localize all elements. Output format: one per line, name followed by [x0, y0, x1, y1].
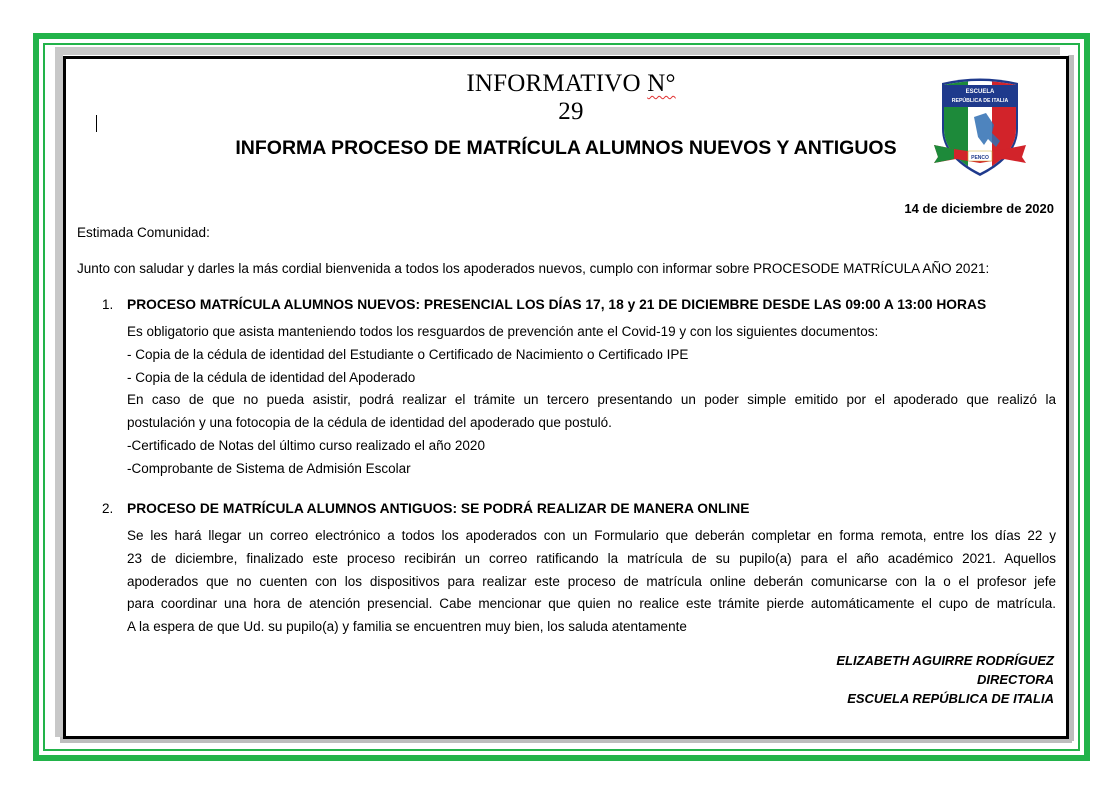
crest-top-text: ESCUELA	[965, 89, 995, 95]
school-crest-logo	[934, 77, 1026, 177]
list-item-body	[127, 321, 1056, 481]
body-line: - Copia de la cédula de identidad del Apoderado	[127, 369, 416, 385]
list-item-number: 1.	[102, 297, 114, 312]
crest-bottom-text: PENCO	[971, 155, 989, 161]
text-cursor	[96, 115, 97, 132]
list-item-heading: PROCESO DE MATRÍCULA ALUMNOS ANTIGUOS: SE PODRÁ REALIZAR DE MANERA ONLINE	[127, 501, 750, 516]
page-subtitle: INFORMA PROCESO DE MATRÍCULA ALUMNOS NUEVOS Y ANTIGUOS	[235, 137, 897, 159]
title-symbol: N°	[647, 70, 676, 97]
signature-role: DIRECTORA	[976, 672, 1054, 687]
page-title	[456, 70, 686, 126]
document-page	[63, 56, 1069, 739]
body-line: para coordinar una hora de atención presencial. Cabe mencionar que quien no realice este trámite pierde automáticamente el cupo de matrícula.	[127, 596, 1056, 612]
greeting: Estimada Comunidad:	[77, 225, 210, 240]
body-line: En caso de que no pueda asistir, podrá realizar el trámite un tercero presentando un poder simple emitido por el apoderado que realizó la	[127, 392, 1056, 408]
signature-school: ESCUELA REPÚBLICA DE ITALIA	[847, 691, 1054, 706]
body-line: apoderados que no cuenten con los dispositivos para realizar este proceso de matrícula online deberán comunicarse con la o el profesor jefe	[127, 573, 1056, 589]
crest-main-text: REPÚBLICA DE ITALIA	[951, 98, 1009, 104]
frame-shadow-left	[55, 47, 63, 737]
body-line: 23 de diciembre, finalizado este proceso recibirán un correo ratificando la matrícula de su pupilo(a) para el año académico 2021. Aquellos	[127, 550, 1056, 566]
body-line: A la espera de que Ud. su pupilo(a) y familia se encuentren muy bien, los saluda atentamente	[127, 619, 687, 635]
body-line: Se les hará llegar un correo electrónico a todos los apoderados con un Formulario que deberán completar en forma remota, entre los días 22 y	[127, 528, 1056, 543]
body-line: postulación y una fotocopia de la cédula de identidad del apoderado que postuló.	[127, 415, 612, 431]
body-line: - Copia de la cédula de identidad del Estudiante o Certificado de Nacimiento o Certificado IPE	[127, 346, 689, 362]
list-item-number: 2.	[102, 501, 114, 516]
intro-paragraph: Junto con saludar y darles la más cordial bienvenida a todos los apoderados nuevos, cumplo con informar sobre PROCESODE MATRÍCULA AÑO 2021:	[77, 261, 990, 276]
title-prefix: INFORMATIVO	[466, 70, 648, 97]
body-line: -Certificado de Notas del último curso realizado el año 2020	[127, 437, 485, 453]
title-number: 29	[558, 98, 584, 125]
body-line: -Comprobante de Sistema de Admisión Escolar	[127, 460, 411, 476]
body-line: Es obligatorio que asista manteniendo todos los resguardos de prevención ante el Covid-19 y con los siguientes documentos:	[127, 324, 879, 339]
signature-block	[836, 651, 1054, 708]
list-item-body	[127, 525, 1056, 639]
list-item-heading: PROCESO MATRÍCULA ALUMNOS NUEVOS: PRESENCIAL LOS DÍAS 17, 18 y 21 DE DICIEMBRE DESDE LAS 09:00 A 13:00 HORAS	[127, 297, 987, 312]
document-date: 14 de diciembre de 2020	[904, 201, 1054, 216]
signature-name: ELIZABETH AGUIRRE RODRÍGUEZ	[836, 653, 1054, 668]
frame-shadow-top	[57, 47, 1060, 55]
